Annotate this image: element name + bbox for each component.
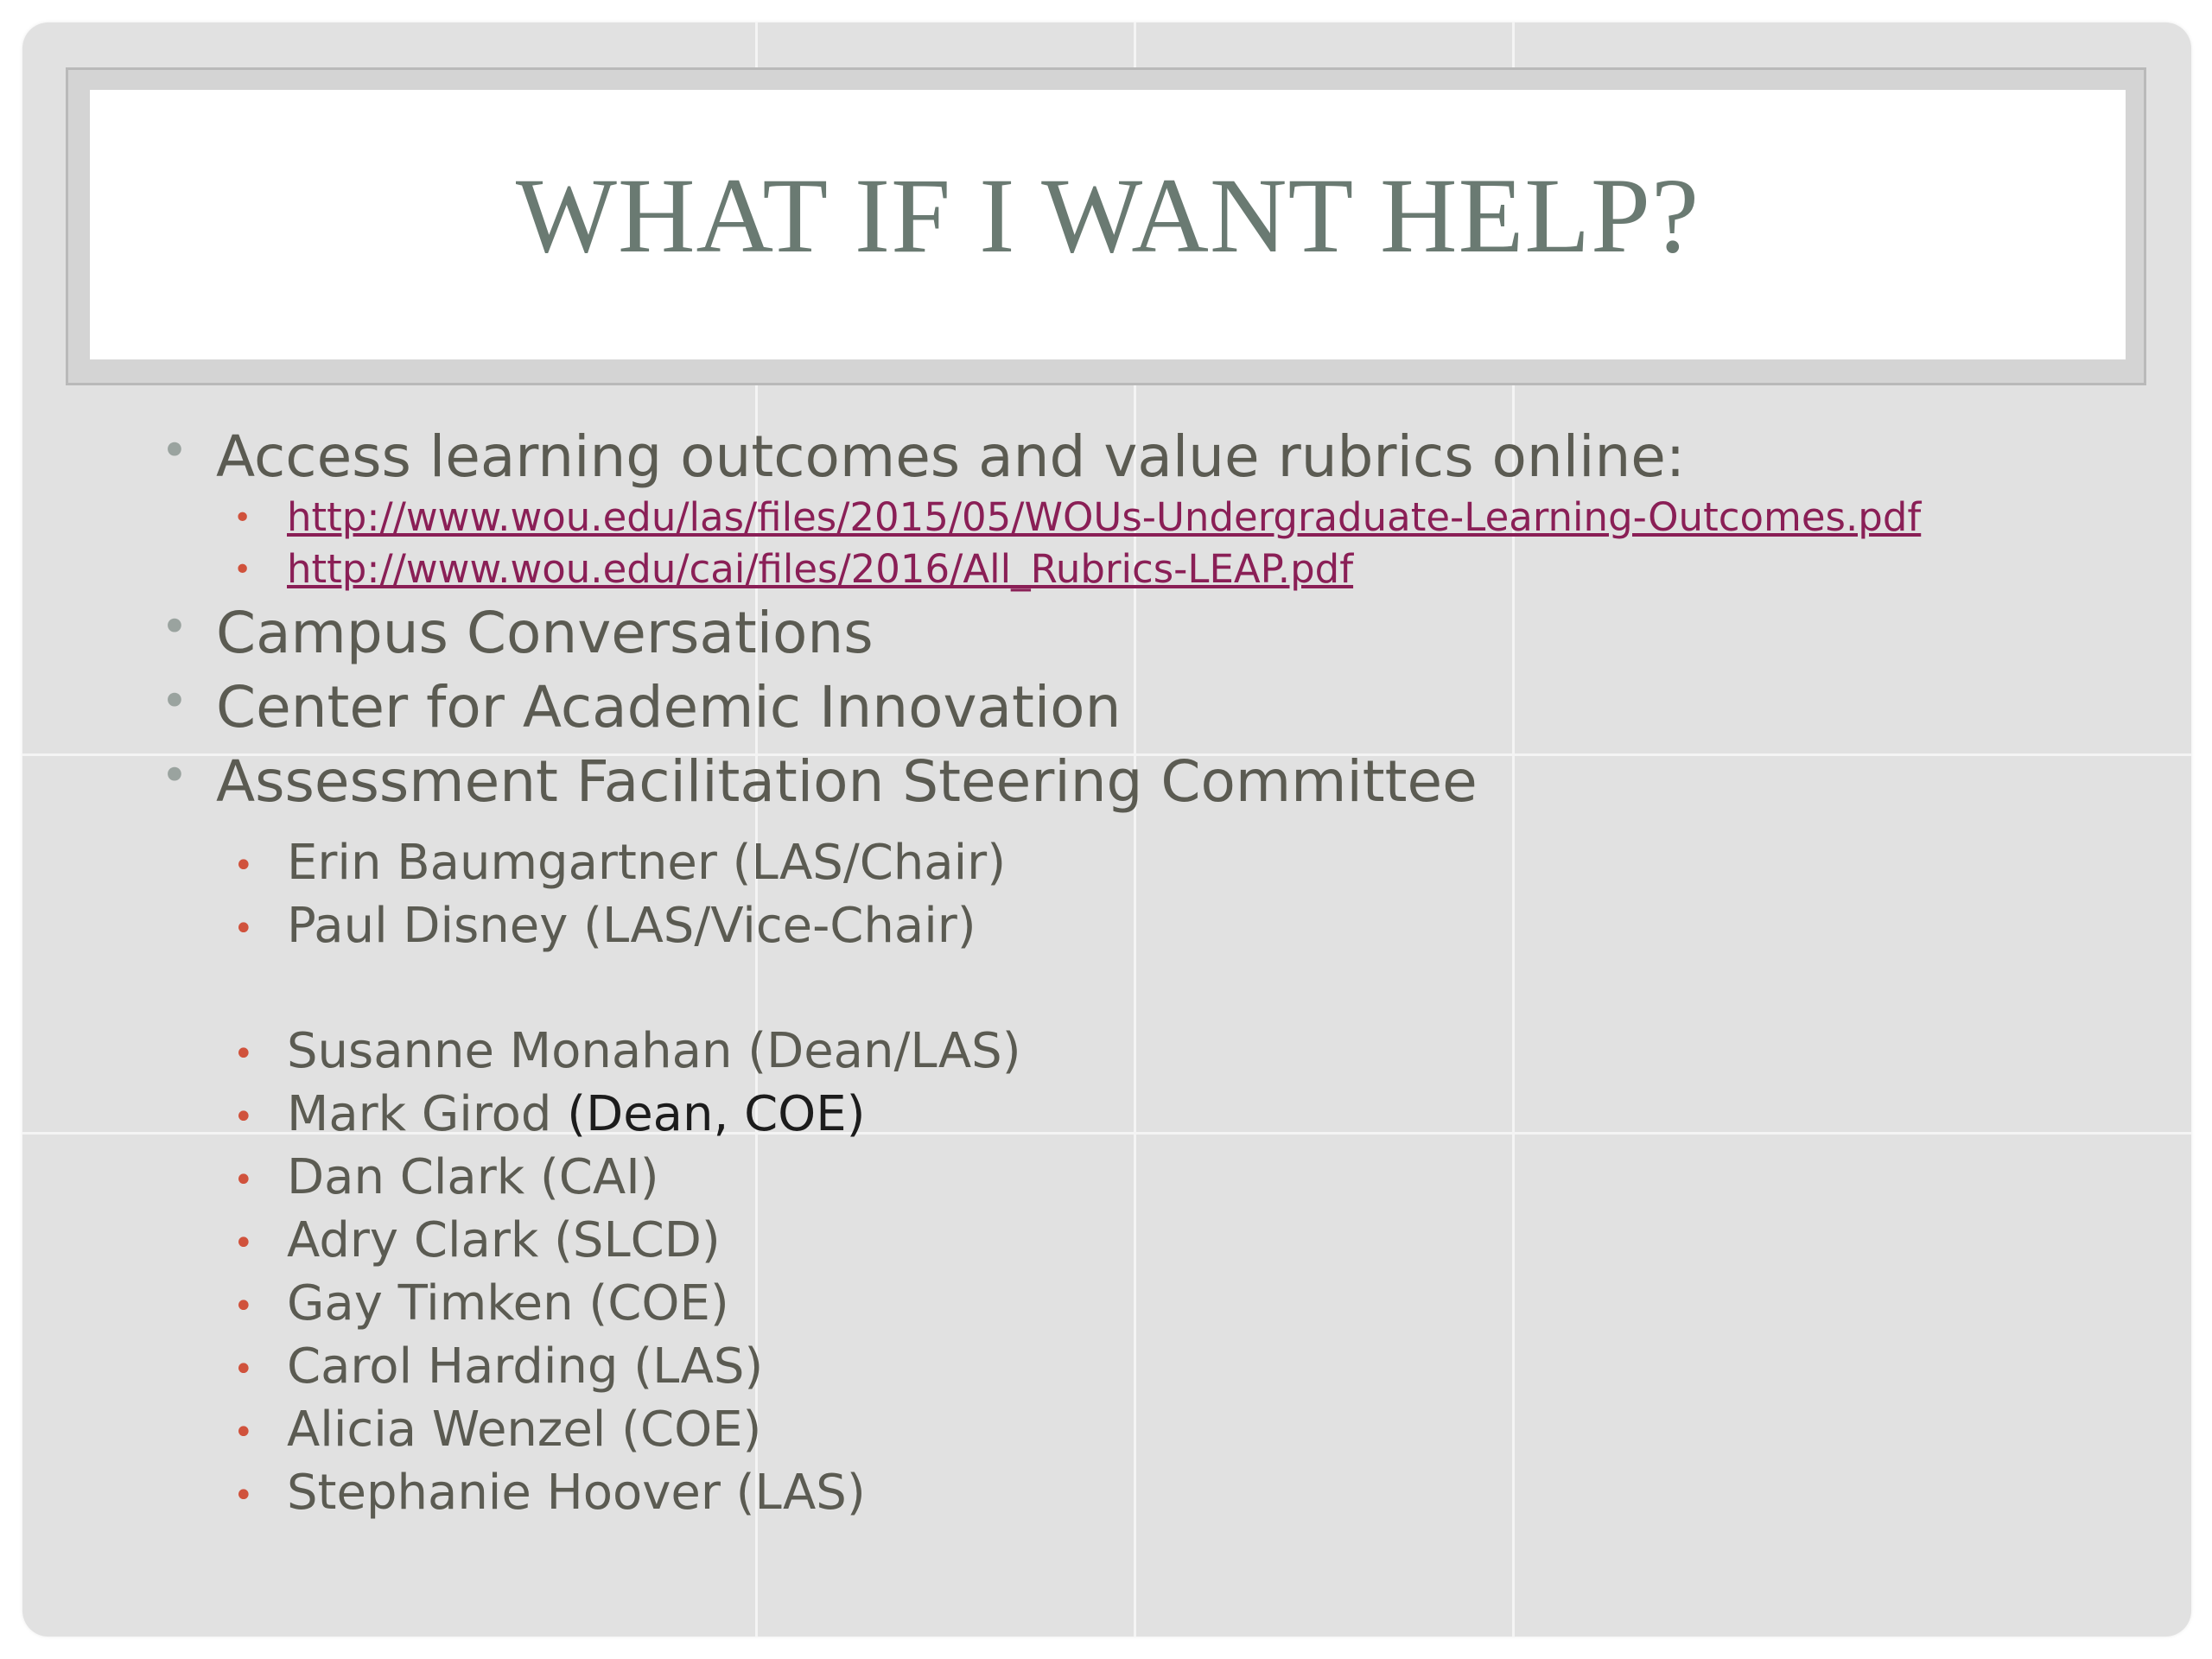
sub-bullet: • bbox=[233, 1350, 254, 1389]
list-item-text: Campus Conversations bbox=[216, 600, 874, 666]
list-item-text: Center for Academic Innovation bbox=[216, 674, 1122, 741]
member-name: Mark Girod bbox=[287, 1086, 568, 1142]
sub-bullet: • bbox=[233, 846, 254, 886]
committee-member bbox=[233, 835, 1007, 891]
sub-bullet: • bbox=[233, 1287, 254, 1326]
sub-bullet: • bbox=[233, 500, 252, 536]
member-name: Dan Clark (CAI) bbox=[287, 1149, 659, 1205]
outcomes-link[interactable]: http://www.wou.edu/las/files/2015/05/WOUs-Undergraduate-Learning-Outcomes.pdf bbox=[287, 494, 1922, 540]
list-item bbox=[161, 748, 1478, 815]
committee-member bbox=[233, 898, 976, 954]
member-name: Carol Harding (LAS) bbox=[287, 1338, 764, 1395]
committee-member bbox=[233, 1275, 729, 1332]
link-item[interactable] bbox=[233, 546, 1354, 592]
slide bbox=[22, 22, 2191, 1637]
list-item bbox=[161, 600, 874, 666]
committee-member bbox=[233, 1023, 1021, 1079]
sub-bullet: • bbox=[233, 909, 254, 949]
sub-bullet: • bbox=[233, 1034, 254, 1074]
rubrics-link[interactable]: http://www.wou.edu/cai/files/2016/All_Rubrics-LEAP.pdf bbox=[287, 546, 1354, 592]
member-name: Erin Baumgartner (LAS/Chair) bbox=[287, 835, 1007, 891]
slide-content bbox=[22, 22, 2191, 1637]
committee-member bbox=[233, 1149, 659, 1205]
sub-bullet: • bbox=[233, 1413, 254, 1452]
committee-member bbox=[233, 1465, 866, 1521]
committee-member bbox=[233, 1338, 764, 1395]
bullet: • bbox=[161, 674, 188, 728]
member-name: Susanne Monahan (Dean/LAS) bbox=[287, 1023, 1021, 1079]
bullet: • bbox=[161, 748, 188, 803]
committee-member bbox=[233, 1402, 762, 1458]
committee-member bbox=[233, 1086, 866, 1142]
bullet: • bbox=[161, 423, 188, 478]
sub-bullet: • bbox=[233, 552, 252, 588]
member-role: (Dean, COE) bbox=[567, 1086, 866, 1142]
sub-bullet: • bbox=[233, 1160, 254, 1200]
committee-member bbox=[233, 1212, 721, 1268]
sub-bullet: • bbox=[233, 1097, 254, 1137]
member-name: Stephanie Hoover (LAS) bbox=[287, 1465, 866, 1521]
list-item-text: Assessment Facilitation Steering Committee bbox=[216, 748, 1478, 815]
link-item[interactable] bbox=[233, 494, 1922, 540]
sub-bullet: • bbox=[233, 1224, 254, 1263]
member-name: Paul Disney (LAS/Vice-Chair) bbox=[287, 898, 976, 954]
member-name: Adry Clark (SLCD) bbox=[287, 1212, 721, 1268]
list-item bbox=[161, 423, 1686, 490]
bullet: • bbox=[161, 600, 188, 654]
list-item-text: Access learning outcomes and value rubrics online: bbox=[216, 423, 1686, 490]
slide-title: WHAT IF I WANT HELP? bbox=[515, 156, 1700, 275]
sub-bullet: • bbox=[233, 1476, 254, 1516]
list-item bbox=[161, 674, 1122, 741]
member-name: Gay Timken (COE) bbox=[287, 1275, 729, 1332]
member-name: Alicia Wenzel (COE) bbox=[287, 1402, 762, 1458]
